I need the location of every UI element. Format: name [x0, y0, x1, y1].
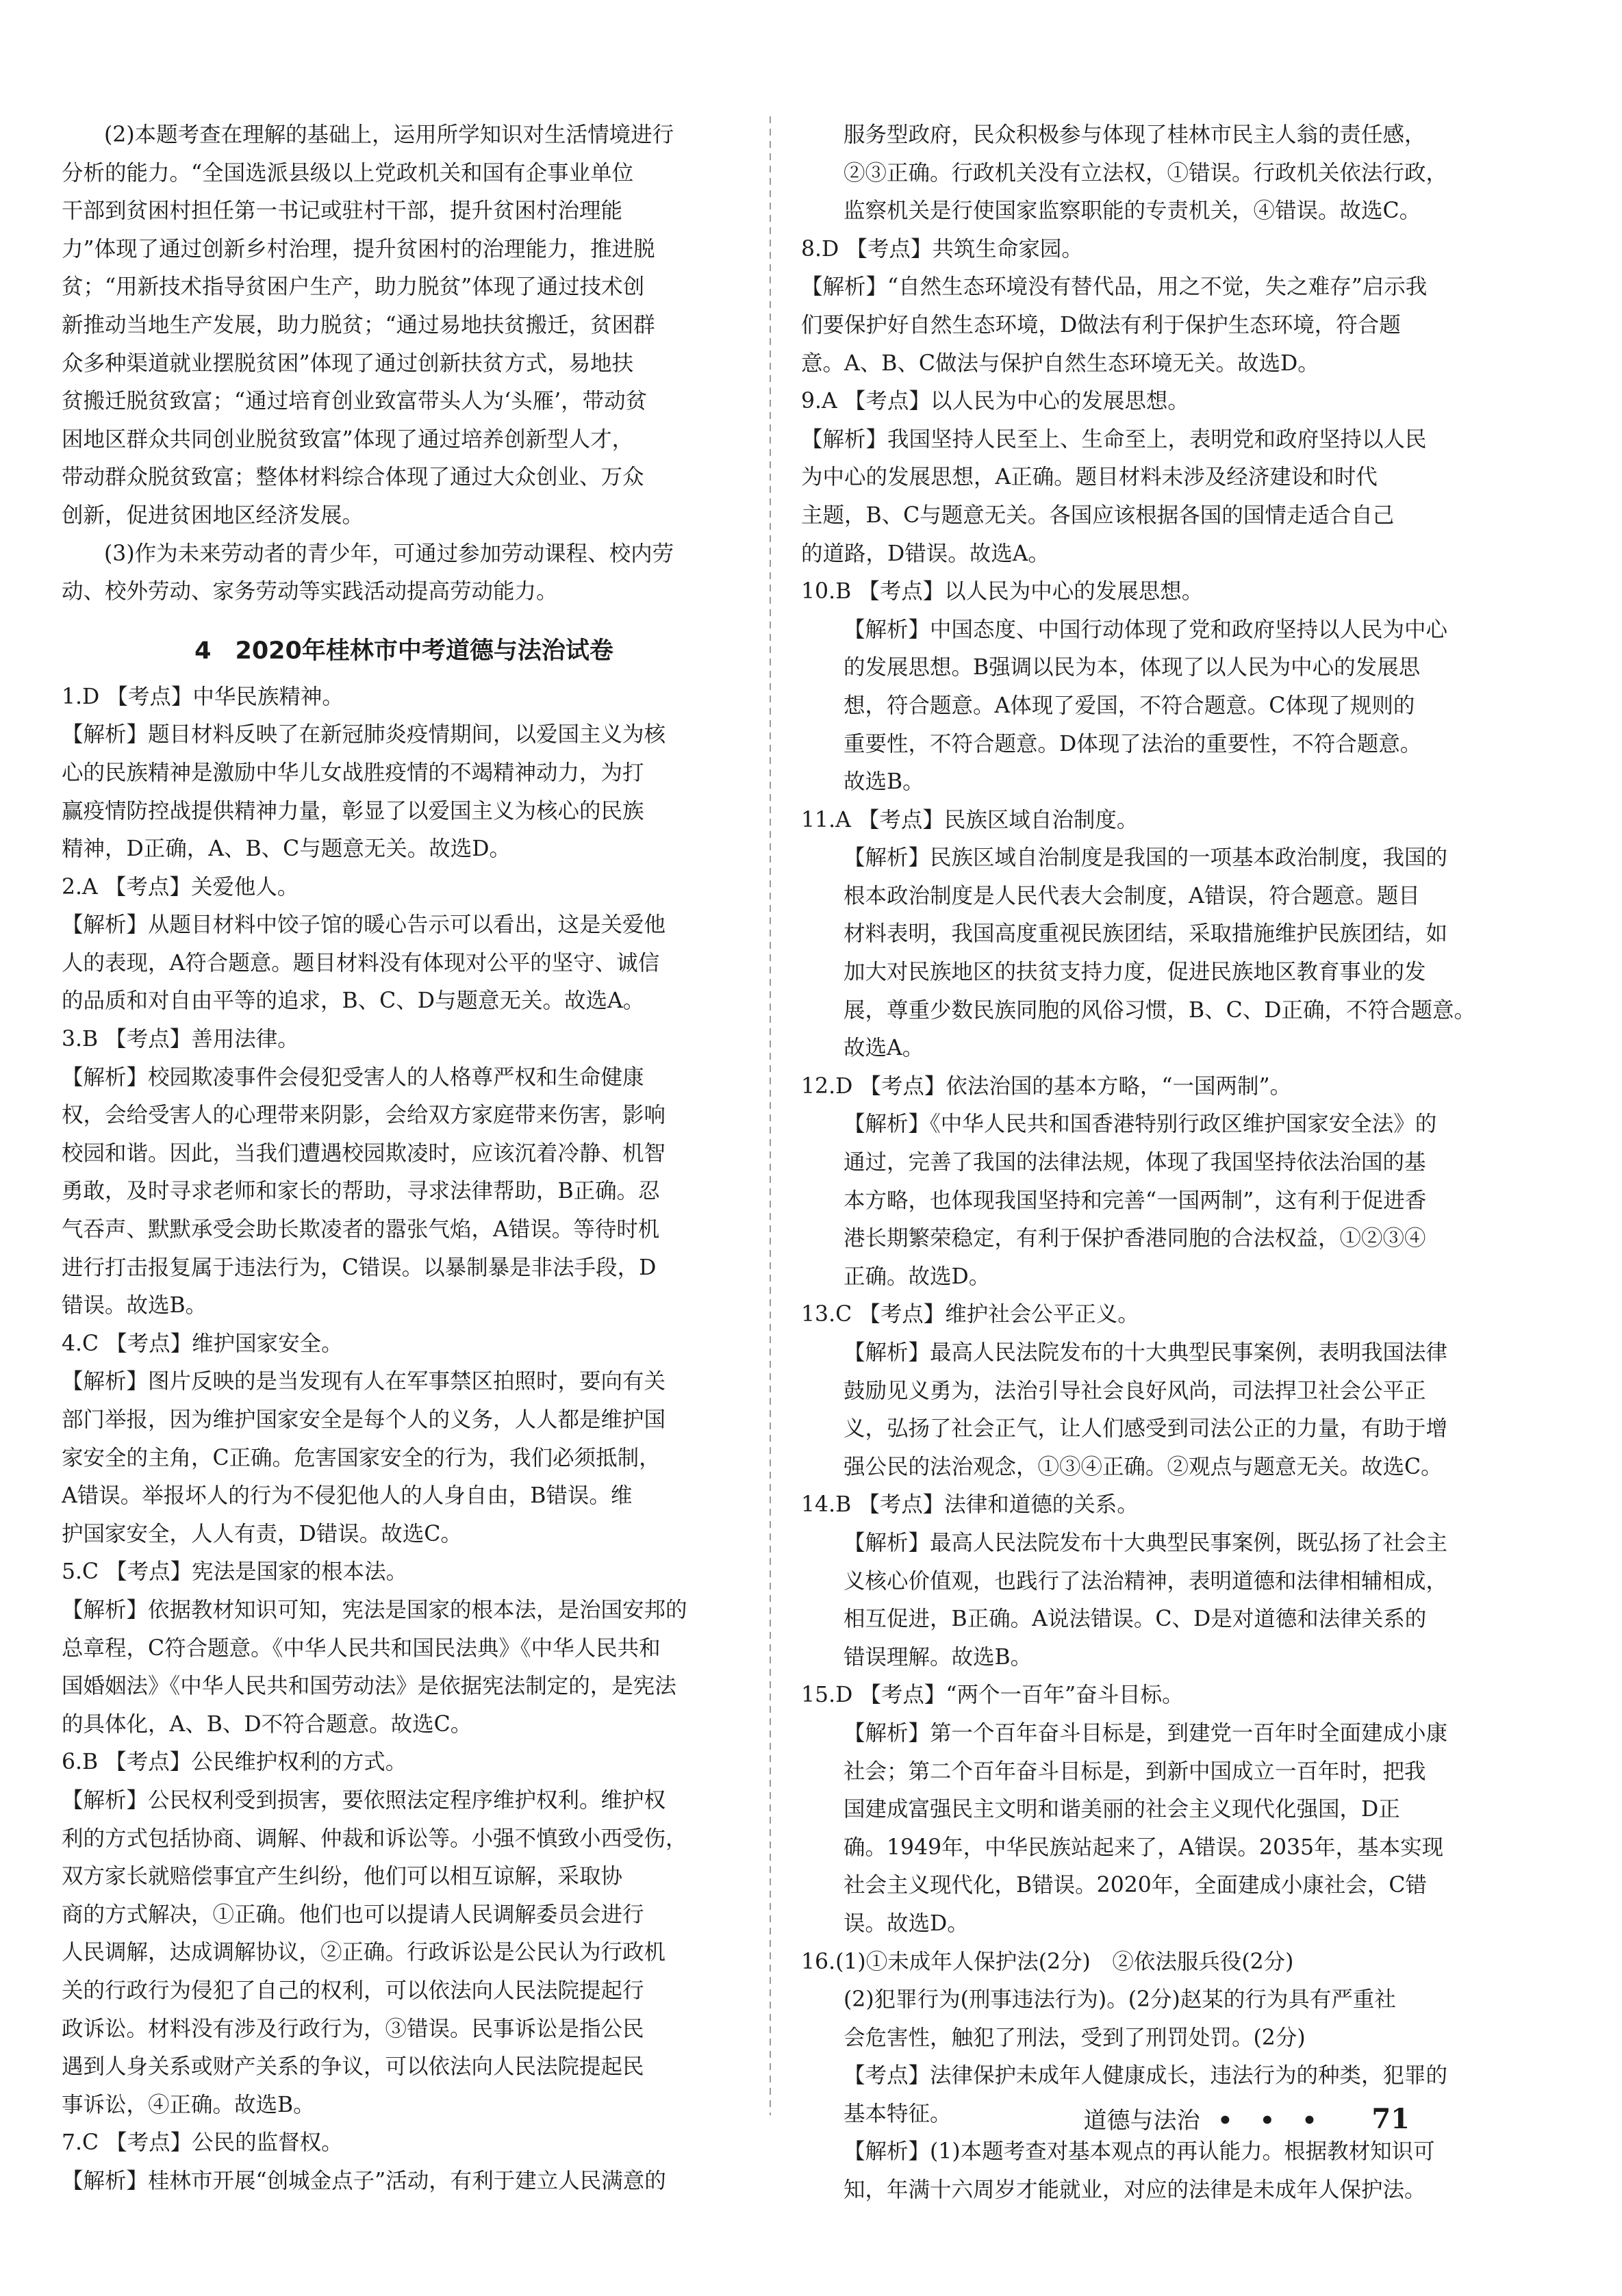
text-line: 本方略，也体现我国坚持和完善“一国两制”，这有利于促进香: [844, 1188, 1427, 1213]
text-line: 社会；第二个百年奋斗目标是，到新中国成立一百年时，把我: [844, 1759, 1426, 1784]
text-line: 总章程，C符合题意。《中华人民共和国民法典》《中华人民共和: [62, 1635, 661, 1661]
text-line: 10.B 【考点】以人民为中心的发展思想。: [801, 579, 1204, 604]
text-line: 【解析】民族区域自治制度是我国的一项基本政治制度，我国的: [844, 845, 1448, 871]
text-line: 重要性，不符合题意。D体现了法治的重要性，不符合题意。: [844, 731, 1422, 756]
text-line: 4.C 【考点】维护国家安全。: [62, 1331, 343, 1356]
text-line: 【解析】第一个百年奋斗目标是，到建党一百年时全面建成小康: [844, 1720, 1448, 1746]
text-line: 【解析】公民权利受到损害，要依照法定程序维护权利。维护权: [62, 1787, 666, 1813]
text-line: 【解析】《中华人民共和国香港特别行政区维护国家安全法》的: [844, 1112, 1437, 1137]
text-line: 想，符合题意。A体现了爱国，不符合题意。C体现了规则的: [844, 693, 1415, 718]
text-line: 国建成富强民主文明和谐美丽的社会主义现代化强国，D正: [844, 1797, 1400, 1822]
text-line: (2)本题考查在理解的基础上，运用所学知识对生活情境进行: [104, 123, 674, 147]
text-line: 双方家长就赔偿事宜产生纠纷，他们可以相互谅解，采取协: [62, 1864, 623, 1889]
footer-subject: 道德与法治: [1083, 2107, 1200, 2134]
text-line: 3.B 【考点】善用法律。: [62, 1027, 299, 1052]
text-line: 的发展思想。B强调以民为本，体现了以人民为中心的发展思: [844, 655, 1421, 680]
page-number: 71: [1371, 2103, 1410, 2135]
text-line: 7.C 【考点】公民的监督权。: [62, 2130, 343, 2156]
text-line: 气吞声、默默承受会助长欺凌者的嚣张气焰，A错误。等待时机: [62, 1217, 660, 1242]
section-title: 4 2020年桂林市中考道德与法治试卷: [194, 637, 613, 665]
text-line: 【解析】依据教材知识可知，宪法是国家的根本法，是治国安邦的: [62, 1597, 687, 1622]
text-line: 故选A。: [844, 1036, 924, 1061]
text-line: 2.A 【考点】关爱他人。: [62, 874, 299, 900]
text-line: 商的方式解决，①正确。他们也可以提请人民调解委员会进行: [62, 1902, 644, 1927]
text-line: 勇敢，及时寻求老师和家长的帮助，寻求法律帮助，B正确。忍: [62, 1179, 660, 1204]
text-line: 1.D 【考点】中华民族精神。: [62, 684, 344, 709]
text-line: 鼓励见义勇为，法治引导社会良好风尚，司法捍卫社会公平正: [844, 1378, 1426, 1403]
text-line: 强公民的法治观念，①③④正确。②观点与题意无关。故选C。: [844, 1454, 1443, 1479]
text-line: 正确。故选D。: [844, 1264, 991, 1289]
text-line: 材料表明，我国高度重视民族团结，采取措施维护民族团结，如: [844, 921, 1448, 947]
text-line: 为中心的发展思想，A正确。题目材料未涉及经济建设和时代: [801, 465, 1378, 490]
text-line: 赢疫情防控战提供精神力量，彰显了以爱国主义为核心的民族: [62, 798, 644, 824]
text-line: 误。故选D。: [844, 1911, 969, 1936]
text-line: 加大对民族地区的扶贫支持力度，促进民族地区教育事业的发: [844, 960, 1426, 985]
text-line: 【解析】我国坚持人民至上、生命至上，表明党和政府坚持以人民: [801, 426, 1427, 452]
text-line: 们要保护好自然生态环境，D做法有利于保护生态环境，符合题: [801, 312, 1401, 337]
text-line: 监察机关是行使国家监察职能的专责机关，④错误。故选C。: [844, 199, 1421, 224]
text-line: 【解析】题目材料反映了在新冠肺炎疫情期间，以爱国主义为核: [62, 722, 666, 748]
text-line: 权，会给受害人的心理带来阴影，会给双方家庭带来伤害，影响: [62, 1103, 666, 1128]
text-line: 【解析】校园欺凌事件会侵犯受害人的人格尊严权和生命健康: [62, 1064, 644, 1090]
text-line: 16.(1)①未成年人保护法(2分) ②依法服兵役(2分): [801, 1949, 1294, 1974]
text-line: 【解析】从题目材料中饺子馆的暖心告示可以看出，这是关爱他: [62, 913, 666, 938]
text-line: 分析的能力。“全国选派县级以上党政机关和国有企事业单位: [62, 160, 634, 186]
text-line: 带动群众脱贫致富；整体材料综合体现了通过大众创业、万众: [62, 465, 644, 490]
text-line: 知，年满十六周岁才能就业，对应的法律是未成年人保护法。: [844, 2178, 1426, 2203]
text-line: 服务型政府，民众积极参与体现了桂林市民主人翁的责任感，: [844, 123, 1426, 147]
text-line: 主题，B、C与题意无关。各国应该根据各国的国情走适合自己: [801, 502, 1395, 528]
text-line: 动、校外劳动、家务劳动等实践活动提高劳动能力。: [62, 579, 558, 604]
text-line: 9.A 【考点】以人民为中心的发展思想。: [801, 389, 1189, 414]
text-line: 8.D 【考点】共筑生命家园。: [801, 236, 1083, 262]
text-line: A错误。举报坏人的行为不侵犯他人的人身自由，B错误。维: [62, 1483, 633, 1509]
text-line: 【解析】(1)本题考查对基本观点的再认能力。根据教材知识可: [844, 2139, 1435, 2165]
text-line: 的道路，D错误。故选A。: [801, 541, 1050, 566]
text-line: 的品质和对自由平等的追求，B、C、D与题意无关。故选A。: [62, 988, 645, 1014]
text-line: 【解析】图片反映的是当发现有人在军事禁区拍照时，要向有关: [62, 1369, 666, 1394]
text-line: 的具体化，A、B、D不符合题意。故选C。: [62, 1711, 472, 1737]
page-footer: [1083, 2102, 1410, 2135]
text-line: 会危害性，触犯了刑法，受到了刑罚处罚。(2分): [844, 2025, 1306, 2050]
left-column: [62, 116, 746, 2200]
text-line: 家安全的主角，C正确。危害国家安全的行为，我们必须抵制，: [62, 1445, 661, 1470]
text-line: 校园和谐。因此，当我们遭遇校园欺凌时，应该沉着冷静、机智: [62, 1140, 666, 1166]
text-line: 社会主义现代化，B错误。2020年，全面建成小康社会，C错: [844, 1873, 1427, 1898]
text-line: 事诉讼，④正确。故选B。: [62, 2092, 315, 2117]
text-line: 贫搬迁脱贫致富；“通过培育创业致富带头人为‘头雁’，带动贫: [62, 389, 648, 414]
text-line: 心的民族精神是激励中华儿女战胜疫情的不竭精神动力，为打: [62, 760, 644, 785]
text-line: 关的行政行为侵犯了自己的权利，可以依法向人民法院提起行: [62, 1978, 644, 2003]
text-line: 利的方式包括协商、调解、仲裁和诉讼等。小强不慎致小西受伤，: [62, 1826, 687, 1851]
text-line: 干部到贫困村担任第一书记或驻村干部，提升贫困村治理能: [62, 199, 623, 224]
text-line: 相互促进，B正确。A说法错误。C、D是对道德和法律关系的: [844, 1607, 1427, 1632]
text-line: 6.B 【考点】公民维护权利的方式。: [62, 1750, 407, 1775]
text-line: 12.D 【考点】依法治国的基本方略，“一国两制”。: [801, 1073, 1292, 1099]
text-line: 根本政治制度是人民代表大会制度，A错误，符合题意。题目: [844, 883, 1420, 908]
text-line: 义，弘扬了社会正气，让人们感受到司法公正的力量，有助于增: [844, 1416, 1448, 1442]
column-divider: [770, 116, 771, 2115]
text-line: 部门举报，因为维护国家安全是每个人的义务，人人都是维护国: [62, 1407, 666, 1432]
text-line: 人的表现，A符合题意。题目材料没有体现对公平的坚守、诚信: [62, 950, 660, 975]
text-line: 【考点】法律保护未成年人健康成长，违法行为的种类，犯罪的: [844, 2063, 1448, 2089]
text-line: 确。1949年，中华民族站起来了，A错误。2035年，基本实现: [844, 1835, 1444, 1860]
text-line: 义核心价值观，也践行了法治精神，表明道德和法律相辅相成，: [844, 1568, 1448, 1594]
text-line: 展，尊重少数民族同胞的风俗习惯，B、C、D正确，不符合题意。: [844, 997, 1476, 1023]
text-line: 精神，D正确，A、B、C与题意无关。故选D。: [62, 837, 511, 862]
text-line: 【解析】最高人民法院发布的十大典型民事案例，表明我国法律: [844, 1340, 1448, 1365]
text-line: 国婚姻法》《中华人民共和国劳动法》是依据宪法制定的，是宪法: [62, 1674, 676, 1699]
text-line: 人民调解，达成调解协议，②正确。行政诉讼是公民认为行政机: [62, 1940, 666, 1965]
text-line: 【解析】中国态度、中国行动体现了党和政府坚持以人民为中心: [844, 617, 1448, 642]
text-line: 进行打击报复属于违法行为，C错误。以暴制暴是非法手段，D: [62, 1255, 657, 1280]
text-line: 【解析】“自然生态环境没有替代品，用之不觉，失之难存”启示我: [801, 275, 1428, 300]
text-line: 15.D 【考点】“两个一百年”奋斗目标。: [801, 1683, 1184, 1708]
text-line: 创新，促进贫困地区经济发展。: [62, 502, 364, 528]
text-line: 护国家安全，人人有责，D错误。故选C。: [62, 1521, 462, 1546]
text-line: (2)犯罪行为(刑事违法行为)。(2分)赵某的行为具有严重社: [844, 1987, 1396, 2013]
text-line: 基本特征。: [844, 2101, 952, 2126]
text-line: 错误理解。故选B。: [844, 1644, 1032, 1670]
text-line: 众多种渠道就业摆脱贫困”体现了通过创新扶贫方式，易地扶: [62, 350, 634, 376]
text-line: 【解析】最高人民法院发布十大典型民事案例，既弘扬了社会主: [844, 1530, 1448, 1555]
text-line: 【解析】桂林市开展“创城金点子”活动，有利于建立人民满意的: [62, 2168, 666, 2193]
text-line: 政诉讼。材料没有涉及行政行为，③错误。民事诉讼是指公民: [62, 2016, 644, 2041]
text-line: ②③正确。行政机关没有立法权，①错误。行政机关依法行政，: [844, 160, 1448, 186]
text-line: 13.C 【考点】维护社会公平正义。: [801, 1302, 1139, 1327]
text-line: 5.C 【考点】宪法是国家的根本法。: [62, 1559, 408, 1585]
text-line: 14.B 【考点】法律和道德的关系。: [801, 1492, 1139, 1518]
right-column: [801, 116, 1486, 2210]
footer-dots: • • •: [1217, 2107, 1327, 2134]
text-line: 力”体现了通过创新乡村治理，提升贫困村的治理能力，推进脱: [62, 236, 655, 262]
text-line: 遇到人身关系或财产关系的争议，可以依法向人民法院提起民: [62, 2054, 644, 2080]
text-line: 11.A 【考点】民族区域自治制度。: [801, 807, 1139, 832]
text-line: (3)作为未来劳动者的青少年，可通过参加劳动课程、校内劳: [104, 541, 674, 566]
text-line: 错误。故选B。: [62, 1293, 207, 1318]
text-line: 困地区群众共同创业脱贫致富”体现了通过培养创新型人才，: [62, 426, 634, 452]
text-line: 通过，完善了我国的法律法规，体现了我国坚持依法治国的基: [844, 1150, 1426, 1175]
text-line: 贫；“用新技术指导贫困户生产，助力脱贫”体现了通过技术创: [62, 275, 645, 300]
text-line: 新推动当地生产发展，助力脱贫；“通过易地扶贫搬迁，贫困群: [62, 312, 655, 337]
text-line: 港长期繁荣稳定，有利于保护香港同胞的合法权益，①②③④: [844, 1226, 1426, 1251]
text-line: 故选B。: [844, 769, 924, 795]
text-line: 意。A、B、C做法与保护自然生态环境无关。故选D。: [801, 350, 1319, 376]
